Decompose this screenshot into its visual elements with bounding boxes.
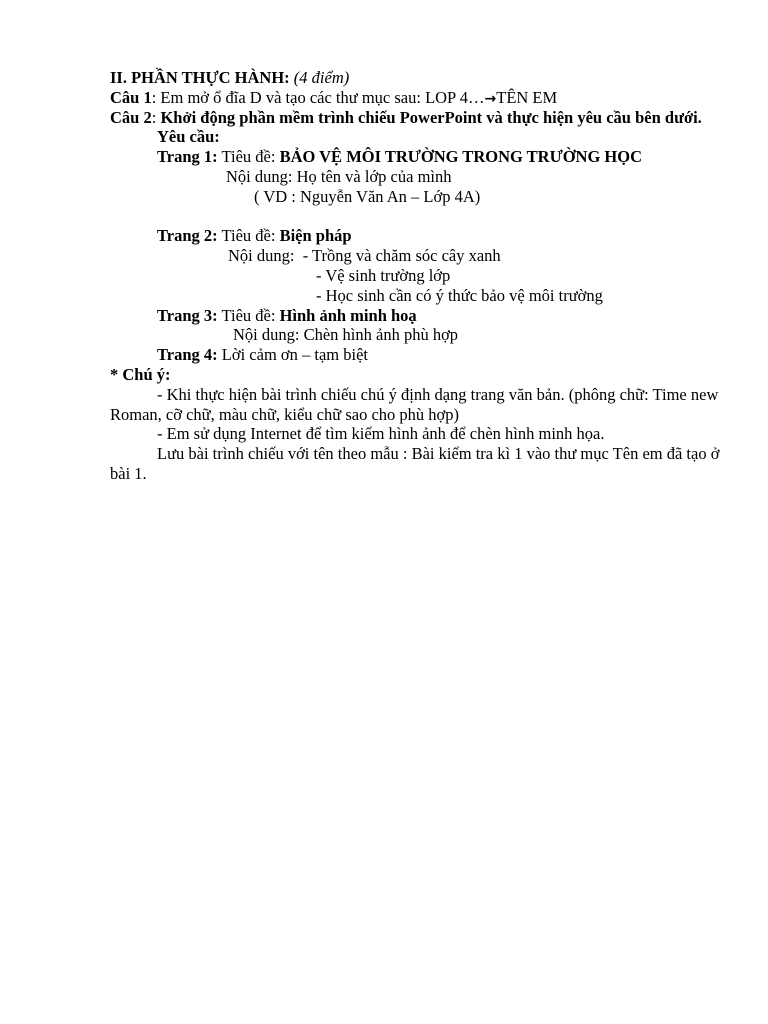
arrow-right-icon: → <box>484 90 497 107</box>
slide-1-example: ( VD : Nguyễn Văn An – Lớp 4A) <box>254 186 481 206</box>
note-label: * Chú ý: <box>110 364 171 384</box>
slide-2-content-line <box>110 246 720 266</box>
document-page <box>110 68 720 484</box>
slide-2-item: - Vệ sinh trường lớp <box>316 265 451 285</box>
question-2-text: Khởi động phần mềm trình chiếu PowerPoint và thực hiện yêu cầu bên dưới. <box>160 107 702 127</box>
note-item: - Khi thực hiện bài trình chiếu chú ý định dạng trang văn bản. (phông chữ: Time new Roman, cỡ chữ, màu chữ, kiểu chữ sao cho phù hợp) <box>110 384 719 424</box>
slide-2-item: - Trồng và chăm sóc cây xanh <box>302 246 501 266</box>
slide-3-title: Hình ảnh minh hoạ <box>279 305 417 325</box>
section-title: II. PHẦN THỰC HÀNH: <box>110 68 290 87</box>
slide-1-label: Trang 1: <box>157 147 218 167</box>
question-2 <box>110 108 720 128</box>
question-1-label: Câu 1 <box>110 87 152 107</box>
question-2-label: Câu 2 <box>110 107 152 127</box>
slide-2-title-line <box>110 226 720 246</box>
question-2-colon: : <box>151 107 161 127</box>
slide-4-label: Trang 4: <box>157 345 218 365</box>
question-1-folder-name: TÊN EM <box>496 87 558 107</box>
slide-4-text: Lời cảm ơn – tạm biệt <box>217 345 368 365</box>
slide-2-label: Trang 2: <box>157 226 218 246</box>
slide-2-item: - Học sinh cần có ý thức bảo vệ môi trường <box>316 285 603 305</box>
requirements-label: Yêu cầu: <box>157 127 220 147</box>
slide-4-line <box>110 345 720 365</box>
note-item: Lưu bài trình chiếu với tên theo mẫu : Bài kiểm tra kì 1 vào thư mục Tên em đã tạo ở bài 1. <box>110 444 720 483</box>
slide-1-title-prefix: Tiêu đề: <box>217 147 280 167</box>
section-points: (4 điểm) <box>293 68 350 87</box>
slide-2-title-prefix: Tiêu đề: <box>217 226 280 246</box>
question-1 <box>110 88 720 108</box>
question-1-text: : Em mở ổ đĩa D và tạo các thư mục sau: LOP 4… <box>151 87 485 107</box>
slide-1-title-line <box>110 147 720 167</box>
slide-3-title-prefix: Tiêu đề: <box>217 305 280 325</box>
section-heading <box>110 68 720 88</box>
slide-1-title: BẢO VỆ MÔI TRƯỜNG TRONG TRƯỜNG HỌC <box>279 147 642 167</box>
slide-3-content: Nội dung: Chèn hình ảnh phù hợp <box>233 325 459 345</box>
note-item: - Em sử dụng Internet để tìm kiếm hình ảnh để chèn hình minh họa. <box>157 424 605 444</box>
slide-1-content: Nội dung: Họ tên và lớp của mình <box>226 166 452 186</box>
spacer <box>110 207 720 227</box>
slide-3-title-line <box>110 306 720 326</box>
slide-3-label: Trang 3: <box>157 305 218 325</box>
slide-2-content-label: Nội dung: <box>228 246 303 266</box>
slide-2-title: Biện pháp <box>279 226 352 246</box>
